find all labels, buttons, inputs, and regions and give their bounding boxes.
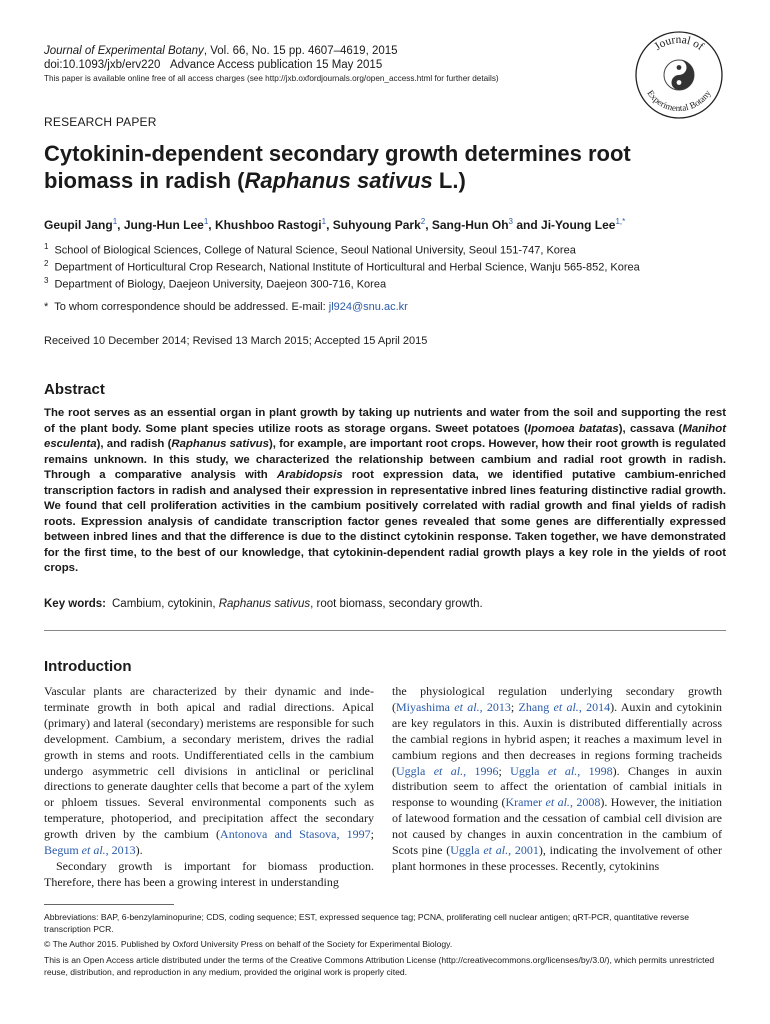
- title-line2-post: L.): [432, 168, 466, 193]
- abstract-body: [44, 406, 726, 577]
- author-list: [44, 217, 625, 232]
- author-name: Jung-Hun Lee: [123, 218, 204, 232]
- author-name: Geupil Jang: [44, 218, 113, 232]
- introduction-heading: Introduction: [44, 658, 132, 675]
- author-affiliation-marker: 1,*: [615, 217, 626, 226]
- affiliation-3: [44, 274, 386, 292]
- author-separator: ,: [326, 218, 333, 232]
- italic-text: Manihot esculenta: [44, 422, 726, 450]
- citation-link[interactable]: et al.: [553, 699, 579, 714]
- journal-seal-icon: [634, 30, 724, 120]
- author-separator: ,: [208, 218, 215, 232]
- keywords-post: , root biomass, secondary growth.: [310, 598, 483, 610]
- open-access-note: This paper is available online free of all access charges (see http://jxb.oxfordjournals.org/open_access.html for further details): [44, 74, 499, 83]
- text-run: ). Auxin and cytokinin are key regulators in this. Auxin is distributed differentially across the cambial regions in hybrid aspen; it reaches a maximum level in cambium regions and then decreases in regions forming tracheids (: [392, 699, 723, 778]
- introduction-right-column: [392, 684, 722, 875]
- text-run: ).: [135, 843, 143, 858]
- affiliation-marker: 3: [44, 276, 49, 285]
- section-divider: [44, 630, 726, 631]
- text-run: Vascular plants are characterized by their dynamic and indeterminate growth in both apical and radial directions. Apical (primary) and lateral (secondary) meristems are responsible for such development. Cambium, a secondary meristem, drives the radial growth in stems and roots. Undifferentiated cells in the cambium undergo asymmetric cell divisions in anticlinal or periclinal directions to generate daughter cells that become a part of the xylem or phloem tissues. Several environmental components such as temperature, photoperiod, and precipitation affect the secondary growth driven by the cambium (: [44, 684, 374, 842]
- author-separator: and: [513, 218, 542, 232]
- text-run: root expression data, we identified putative cambium-enriched transcription factors in radish and analysed their expression in representative inbred lines featuring distinctive radial growth. We found that cell proliferation activities in the cambium positively correlated with radial growth and final yields of radish roots. Expression analysis of candidate transcription factor genes revealed that some genes are differentially expressed between inbred lines and that the difference is due to the distinct cytokinin response. Taken together, we have demonstrated for the first time, to the best of our knowledge, that cytokinin-dependent radial growth plays a key role in the yields of root crops.: [44, 469, 727, 574]
- title-line1: Cytokinin-dependent secondary growth determines root: [44, 141, 631, 166]
- author-separator: ,: [425, 218, 432, 232]
- received-dates: Received 10 December 2014; Revised 13 March 2015; Accepted 15 April 2015: [44, 335, 428, 347]
- text-run: ). Changes in auxin distribution seem to affect the orientation of cambial initials in response to wounding (: [392, 763, 723, 810]
- keywords: [44, 598, 483, 610]
- citation-link[interactable]: et al.: [81, 843, 106, 858]
- citation-link[interactable]: et al.: [454, 699, 480, 714]
- text-run: ), cassava (: [618, 422, 683, 435]
- text-run: ;: [370, 827, 374, 842]
- author-affiliation-marker: 1: [203, 217, 209, 226]
- author-separator: ,: [117, 218, 124, 232]
- affiliation-2: [44, 257, 640, 275]
- paragraph: [44, 859, 374, 891]
- abbreviations-footnote: Abbreviations: BAP, 6-benzylaminopurine; CDS, coding sequence; EST, expressed sequence tag; PCNA, proliferating cell nuclear antigen; qRT-PCR, quantitative reverse transcription PCR.: [44, 912, 690, 934]
- text-run: ). However, the initiation of latewood formation and the cessation of cambial cell division are not caused by changes in auxin concentration in the cambium of Scots pine (: [392, 795, 722, 858]
- keywords-species: Raphanus sativus: [218, 598, 311, 610]
- author-affiliation-marker: 1: [321, 217, 327, 226]
- italic-text: Ipomoea batatas: [527, 422, 619, 435]
- doi-line: [44, 58, 382, 72]
- affiliation-text: Department of Horticultural Crop Research, National Institute of Horticultural and Herbal Science, Wanju 565-852, Korea: [54, 261, 640, 274]
- text-run: the physiological regulation underlying secondary growth (: [392, 684, 722, 714]
- author-affiliation-marker: 2: [420, 217, 426, 226]
- affiliation-1: [44, 240, 576, 258]
- correspondence-text: To whom correspondence should be addressed. E-mail:: [54, 301, 329, 313]
- correspondence-marker: *: [44, 301, 49, 313]
- citation-link[interactable]: , 2013: [105, 843, 136, 858]
- citation-link[interactable]: Antonova and Stasova, 1997: [220, 827, 371, 842]
- citation-link[interactable]: , 2001: [508, 843, 539, 858]
- title-line2-pre: biomass in radish (: [44, 168, 245, 193]
- paragraph: [392, 684, 722, 875]
- text-run: ;: [510, 699, 519, 714]
- italic-text: Raphanus sativus: [171, 438, 269, 450]
- citation-link[interactable]: Begum: [44, 843, 82, 858]
- citation-link[interactable]: et al.: [545, 795, 570, 810]
- citation-link[interactable]: , 1996: [463, 763, 499, 778]
- author-name: Suhyoung Park: [332, 218, 421, 232]
- citation-link[interactable]: Zhang: [518, 699, 554, 714]
- footnote-divider: [44, 904, 174, 905]
- author-name: Ji-Young Lee: [541, 218, 616, 232]
- logo-text-bottom: Experimental Botany: [645, 88, 713, 114]
- author-name: Khushboo Rastogi: [214, 218, 322, 232]
- citation-link[interactable]: Uggla: [510, 763, 548, 778]
- text-run: Secondary growth is important for biomass production. Therefore, there has been a growing interest in understanding: [44, 858, 374, 889]
- text-run: ), and radish (: [96, 438, 172, 450]
- text-run: ), indicating the involvement of other plant hormones in these processes. Recently, cytokinins: [392, 843, 722, 873]
- affiliation-text: School of Biological Sciences, College of Natural Science, Seoul National University, Seoul 151-747, Korea: [54, 244, 576, 257]
- citation-link[interactable]: , 1998: [577, 763, 613, 778]
- citation-link[interactable]: , 2013: [479, 699, 511, 714]
- citation-link[interactable]: et al.: [547, 763, 578, 778]
- citation-link[interactable]: , 2008: [569, 795, 601, 810]
- journal-logo: [634, 30, 724, 120]
- italic-text: Arabidopsis: [276, 469, 343, 481]
- keywords-pre: Cambium, cytokinin,: [112, 598, 219, 610]
- text-run: The root serves as an essential organ in plant growth by taking up nutrients and water from the soil and supporting the rest of the plant body. Some plant species utilize roots as storage organs. Sweet potatoes (: [44, 407, 726, 435]
- author-affiliation-marker: 1: [112, 217, 118, 226]
- article-title: [44, 140, 724, 194]
- text-run: ), for example, are important root crops. However, how their root growth is regulated remains unknown. In this study, we characterized the relationship between cambium and radial root growth in radish. Through a comparative analysis with: [44, 438, 726, 481]
- article-type: RESEARCH PAPER: [44, 115, 157, 129]
- author-affiliation-marker: 3: [508, 217, 513, 226]
- text-run: ;: [498, 763, 511, 778]
- logo-text-top: Journal of: [652, 33, 706, 54]
- citation-link[interactable]: et al.: [483, 843, 509, 858]
- copyright-footnote: © The Author 2015. Published by Oxford University Press on behalf of the Society for Experimental Biology.: [44, 939, 453, 949]
- affiliation-text: Department of Biology, Daejeon University, Daejeon 300-716, Korea: [54, 278, 387, 291]
- advance-access: Advance Access publication 15 May 2015: [169, 59, 383, 71]
- citation-link[interactable]: Uggla: [450, 843, 484, 858]
- svg-text:Experimental Botany: [645, 88, 713, 113]
- affiliation-marker: 1: [44, 242, 49, 251]
- doi[interactable]: doi:10.1093/jxb/erv220: [44, 59, 161, 71]
- correspondence: [44, 301, 408, 313]
- citation-link[interactable]: Miyashima: [396, 699, 455, 714]
- keywords-label: Key words:: [44, 598, 106, 610]
- email-link[interactable]: jl924@snu.ac.kr: [328, 301, 408, 313]
- volume-pages: , Vol. 66, No. 15 pp. 4607–4619, 2015: [203, 45, 398, 57]
- citation-link[interactable]: Kramer: [505, 795, 546, 810]
- introduction-left-column: [44, 684, 374, 891]
- journal-name: Journal of Experimental Botany: [44, 45, 204, 57]
- abstract-heading: Abstract: [44, 381, 105, 398]
- journal-citation: [44, 44, 398, 58]
- citation-link[interactable]: Uggla: [396, 763, 434, 778]
- citation-link[interactable]: et al.: [433, 763, 464, 778]
- citation-link[interactable]: , 2014: [578, 699, 611, 714]
- paragraph: [44, 684, 374, 859]
- license-footnote: This is an Open Access article distributed under the terms of the Creative Commons Attribution License (http://creativecommons.org/licenses/by/3.0/), which permits unrestricted reuse, distribution, and reproduction in any medium, provided the original work is properly cited.: [44, 955, 715, 977]
- title-species: Raphanus sativus: [244, 168, 433, 193]
- author-name: Sang-Hun Oh: [431, 218, 509, 232]
- affiliation-marker: 2: [44, 259, 49, 268]
